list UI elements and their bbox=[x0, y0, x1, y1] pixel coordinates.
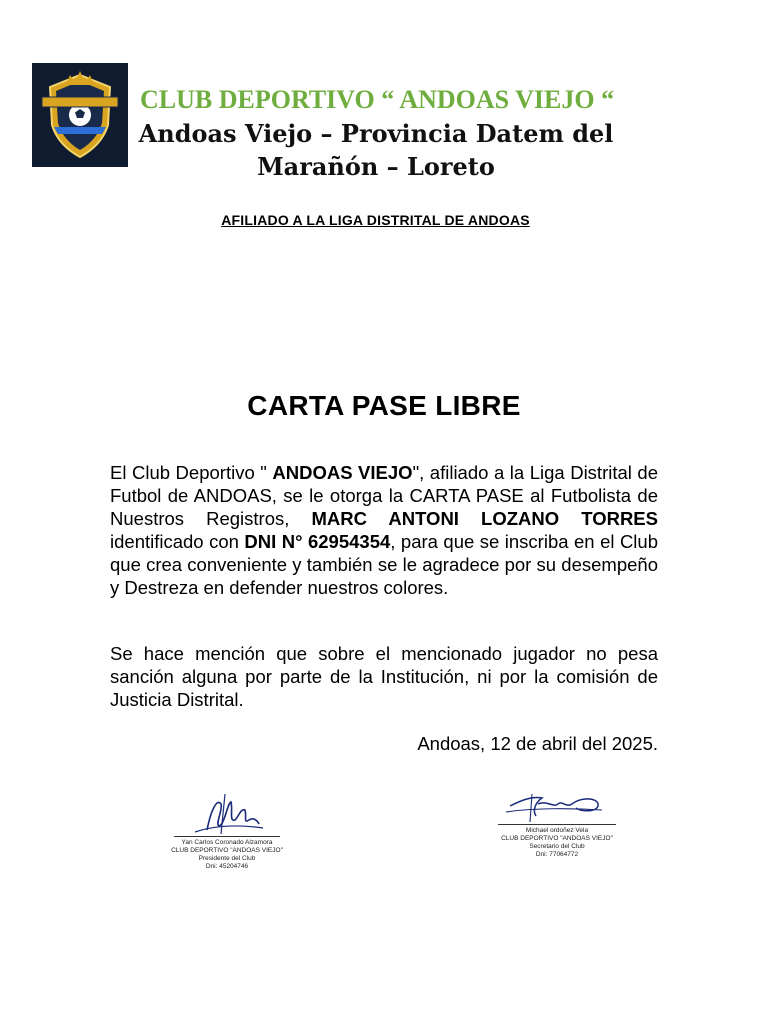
club-logo bbox=[32, 63, 128, 167]
document-title: CARTA PASE LIBRE bbox=[247, 390, 521, 421]
paragraph-main bbox=[110, 461, 658, 599]
player-name: MARC ANTONI LOZANO TORRES bbox=[311, 508, 658, 529]
signer-role: Secretario del Club bbox=[529, 843, 585, 850]
date-line: Andoas, 12 de abril del 2025. bbox=[417, 733, 658, 754]
paragraph-text: , para que se inscriba en el Club que crea conveniente y también se le agradece por su desempeño y Destreza en defender nuestros colores. bbox=[110, 531, 658, 598]
handwritten-signature-icon bbox=[502, 786, 612, 824]
signer-name: Michael ordoñez Vela bbox=[525, 827, 589, 834]
signer-name: Yan Carlos Coronado Alzamora bbox=[181, 839, 273, 846]
location-line-1: Andoas Viejo – Provincia Datem del bbox=[138, 119, 614, 148]
club-name: CLUB DEPORTIVO “ ANDOAS VIEJO “ bbox=[140, 85, 615, 114]
location-line-2: Marañón – Loreto bbox=[257, 152, 495, 181]
paragraph-text: ", afiliado a la Liga Distrital de Futbol de ANDOAS, se le otorga la CARTA PASE al Futbolista de Nuestros Registros, bbox=[110, 462, 658, 529]
affiliation-line: AFILIADO A LA LIGA DISTRITAL DE ANDOAS bbox=[221, 212, 530, 228]
paragraph-text: identificado con bbox=[110, 531, 245, 552]
signature-block-president bbox=[168, 790, 286, 871]
player-dni: DNI N° 62954354 bbox=[244, 531, 391, 552]
paragraph-sanction: Se hace mención que sobre el mencionado jugador no pesa sanción alguna por parte de la Institución, ni por la comisión de Justicia Distrital. bbox=[110, 643, 658, 710]
signature-block-secretary bbox=[492, 786, 622, 859]
club-shield-logo-icon bbox=[32, 63, 128, 167]
club-name-bold: ANDOAS VIEJO bbox=[272, 462, 413, 483]
signer-club: CLUB DEPORTIVO "ANDOAS VIEJO" bbox=[171, 847, 283, 854]
paragraph-text: El Club Deportivo " bbox=[110, 462, 273, 483]
signature-line bbox=[174, 836, 280, 837]
signer-role: Presidente del Club bbox=[198, 855, 256, 862]
signer-dni: Dni: 77064772 bbox=[535, 851, 579, 858]
handwritten-signature-icon bbox=[187, 790, 267, 836]
signer-club: CLUB DEPORTIVO "ANDOAS VIEJO" bbox=[501, 835, 613, 842]
club-location bbox=[126, 117, 626, 183]
signer-dni: Dni: 45204746 bbox=[205, 863, 249, 870]
signature-line bbox=[498, 824, 616, 825]
